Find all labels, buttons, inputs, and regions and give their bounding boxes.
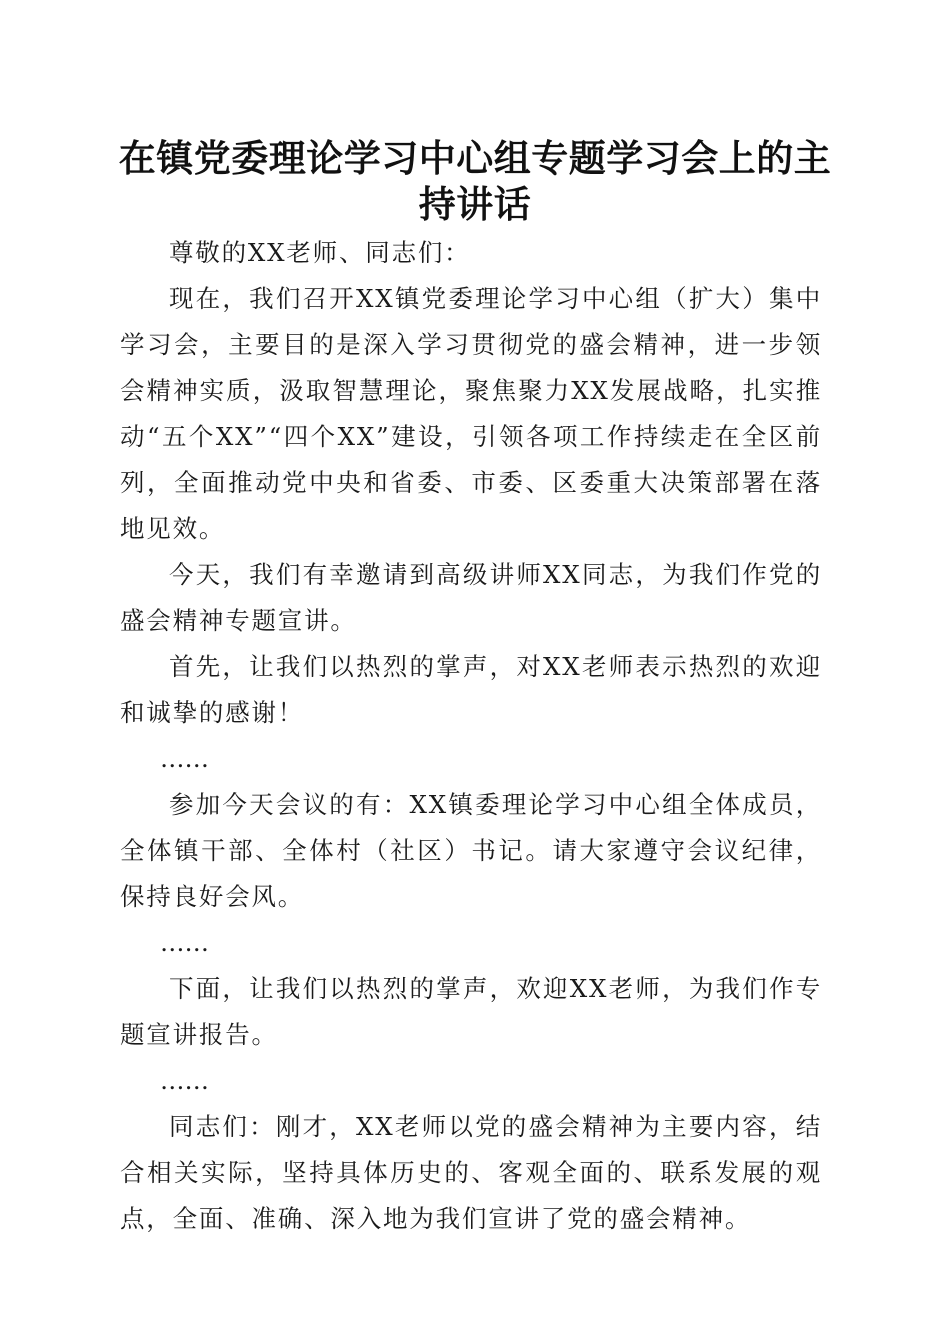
document-title: 在镇党委理论学习中心组专题学习会上的主持讲话 bbox=[118, 136, 832, 226]
document-body bbox=[120, 230, 822, 1242]
ellipsis: …… bbox=[160, 928, 209, 957]
ellipsis: …… bbox=[160, 1066, 209, 1095]
greeting: 尊敬的XX老师、同志们： bbox=[169, 238, 471, 267]
paragraph: 现在，我们召开XX镇党委理论学习中心组（扩大）集中学习会，主要目的是深入学习贯彻党的盛会精神，进一步领会精神实质，汲取智慧理论，聚焦聚力XX发展战略，扎实推动“五个XX”“四个XX”建设，引领各项工作持续走在全区前列，全面推动党中央和省委、市委、区委重大决策部署在落地见效。 bbox=[120, 284, 822, 543]
paragraph: 参加今天会议的有：XX镇委理论学习中心组全体成员，全体镇干部、全体村（社区）书记。请大家遵守会议纪律，保持良好会风。 bbox=[120, 790, 822, 911]
paragraph: 首先，让我们以热烈的掌声，对XX老师表示热烈的欢迎和诚挚的感谢！ bbox=[120, 652, 822, 727]
paragraph: 下面，让我们以热烈的掌声，欢迎XX老师，为我们作专题宣讲报告。 bbox=[120, 974, 822, 1049]
paragraph: 今天，我们有幸邀请到高级讲师XX同志，为我们作党的盛会精神专题宣讲。 bbox=[120, 560, 822, 635]
paragraph: 同志们：刚才，XX老师以党的盛会精神为主要内容，结合相关实际，坚持具体历史的、客观全面的、联系发展的观点，全面、准确、深入地为我们宣讲了党的盛会精神。 bbox=[120, 1112, 822, 1233]
ellipsis: …… bbox=[160, 744, 209, 773]
